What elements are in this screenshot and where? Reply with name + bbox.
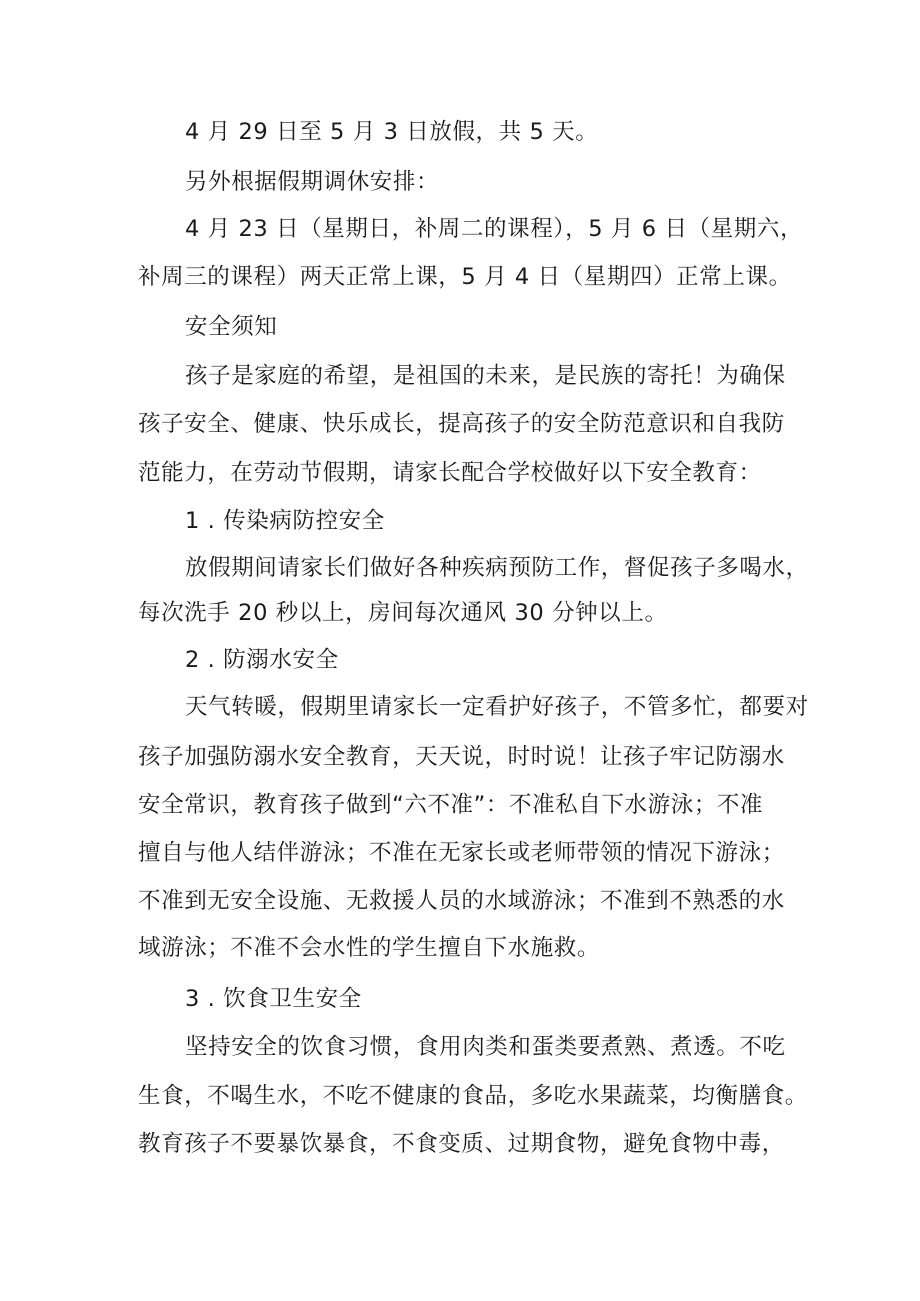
paragraph-holiday-dates: 4 月 29 日至 5 月 3 日放假，共 5 天。 [185, 119, 599, 145]
heading-drowning-safety: 2 . 防溺水安全 [185, 647, 339, 673]
paragraph-drowning-line3: 安全常识，教育孩子做到“六不准”：不准私自下水游泳；不准 [138, 792, 764, 818]
paragraph-food-line3: 教育孩子不要暴饮暴食，不食变质、过期食物，避免食物中毒， [138, 1131, 785, 1157]
heading-epidemic-safety: 1 . 传染病防控安全 [185, 508, 385, 534]
paragraph-drowning-line5: 不准到无安全设施、无救援人员的水域游泳；不准到不熟悉的水 [138, 888, 785, 914]
heading-safety-notice: 安全须知 [185, 314, 278, 340]
paragraph-adjustment-intro: 另外根据假期调休安排： [185, 169, 440, 195]
paragraph-drowning-line1: 天气转暖，假期里请家长一定看护好孩子，不管多忙，都要对 [185, 694, 809, 720]
paragraph-intro-line1: 孩子是家庭的希望，是祖国的未来，是民族的寄托！为确保 [185, 363, 786, 389]
paragraph-makeup-classes-line1: 4 月 23 日（星期日，补周二的课程），5 月 6 日（星期六， [185, 216, 804, 242]
paragraph-drowning-line4: 擅自与他人结伴游泳；不准在无家长或老师带领的情况下游泳； [138, 840, 785, 866]
paragraph-intro-line3: 范能力，在劳动节假期，请家长配合学校做好以下安全教育： [138, 460, 762, 486]
paragraph-drowning-line2: 孩子加强防溺水安全教育，天天说，时时说！让孩子牢记防溺水 [138, 744, 785, 770]
paragraph-epidemic-line1: 放假期间请家长们做好各种疾病预防工作，督促孩子多喝水， [185, 555, 809, 581]
paragraph-makeup-classes-line2: 补周三的课程）两天正常上课，5 月 4 日（星期四）正常上课。 [138, 264, 792, 290]
paragraph-intro-line2: 孩子安全、健康、快乐成长，提高孩子的安全防范意识和自我防 [138, 411, 785, 437]
paragraph-food-line2: 生食，不喝生水，不吃不健康的食品，多吃水果蔬菜，均衡膳食。 [138, 1083, 808, 1109]
paragraph-drowning-line6: 域游泳；不准不会水性的学生擅自下水施救。 [138, 935, 601, 961]
heading-food-safety: 3 . 饮食卫生安全 [185, 986, 362, 1012]
paragraph-epidemic-line2: 每次洗手 20 秒以上，房间每次通风 30 分钟以上。 [138, 600, 668, 626]
paragraph-food-line1: 坚持安全的饮食习惯，食用肉类和蛋类要煮熟、煮透。不吃 [185, 1034, 786, 1060]
